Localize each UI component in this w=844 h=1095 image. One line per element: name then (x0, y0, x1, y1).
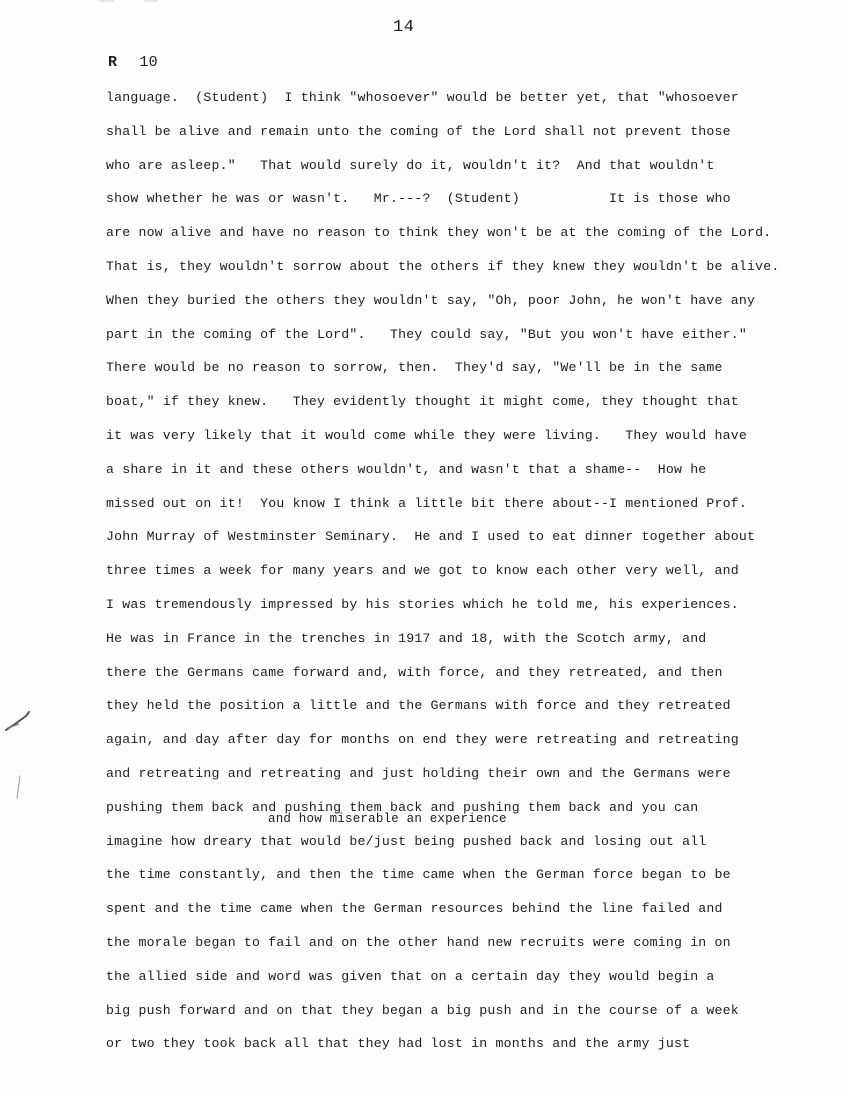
text-line: and retreating and retreating and just holding their own and the Germans were (106, 765, 731, 781)
margin-pencil-stroke (14, 774, 24, 800)
text-line: That is, they wouldn't sorrow about the others if they knew they wouldn't be alive. (106, 258, 780, 274)
text-line: big push forward and on that they began a big push and in the course of a week (106, 1002, 739, 1018)
text-line: the morale began to fail and on the other hand new recruits were coming in on (106, 934, 731, 950)
text-line: who are asleep." That would surely do it, wouldn't it? And that wouldn't (106, 157, 715, 173)
text-line: are now alive and have no reason to think they won't be at the coming of the Lord. (106, 225, 772, 241)
section-number: 10 (139, 54, 158, 71)
text-line: John Murray of Westminster Seminary. He and I used to eat dinner together about (106, 529, 756, 545)
text-line: I was tremendously impressed by his stories which he told me, his experiences. (106, 596, 739, 612)
text-line: There would be no reason to sorrow, then. They'd say, "We'll be in the same (106, 360, 723, 376)
text-line: or two they took back all that they had lost in months and the army just (106, 1036, 691, 1052)
text-line: the allied side and word was given that on a certain day they would begin a (106, 968, 715, 984)
text-line: imagine how dreary that would be/just being pushed back and losing out all (106, 833, 707, 849)
text-line: When they buried the others they wouldn't say, "Oh, poor John, he won't have any (106, 292, 756, 308)
text-line: boat," if they knew. They evidently thought it might come, they thought that (106, 394, 739, 410)
text-line: a share in it and these others wouldn't, and wasn't that a shame-- How he (106, 461, 707, 477)
page-number: 14 (393, 18, 415, 37)
top-edge-marks (100, 0, 180, 4)
text-line: three times a week for many years and we got to know each other very well, and (106, 563, 739, 579)
section-marker: R (108, 54, 118, 71)
text-line: it was very likely that it would come while they were living. They would have (106, 427, 747, 443)
text-line: the time constantly, and then the time came when the German force began to be (106, 867, 731, 883)
text-line: language. (Student) I think "whosoever" would be better yet, that "whosoever (106, 90, 739, 105)
text-line: they held the position a little and the Germans with force and they retreated (106, 698, 731, 714)
text-line: missed out on it! You know I think a little bit there about--I mentioned Prof. (106, 495, 747, 511)
interlinear-insertion: and how miserable an experience (268, 812, 507, 826)
text-line: spent and the time came when the German resources behind the line failed and (106, 901, 723, 917)
text-line: He was in France in the trenches in 1917 and 18, with the Scotch army, and (106, 630, 707, 646)
text-line: there the Germans came forward and, with force, and they retreated, and then (106, 664, 723, 680)
section-reference (108, 54, 158, 71)
text-line: pushing them back and pushing them back and pushing them back and you can (106, 799, 699, 815)
text-line: shall be alive and remain unto the coming of the Lord shall not prevent those (106, 123, 731, 139)
typed-text-body (106, 88, 806, 1068)
margin-pencil-mark (4, 708, 32, 734)
text-line: again, and day after day for months on end they were retreating and retreating (106, 732, 739, 748)
text-line: show whether he was or wasn't. Mr.---? (Student) It is those who (106, 191, 731, 207)
text-line: part in the coming of the Lord". They could say, "But you won't have either." (106, 326, 747, 342)
